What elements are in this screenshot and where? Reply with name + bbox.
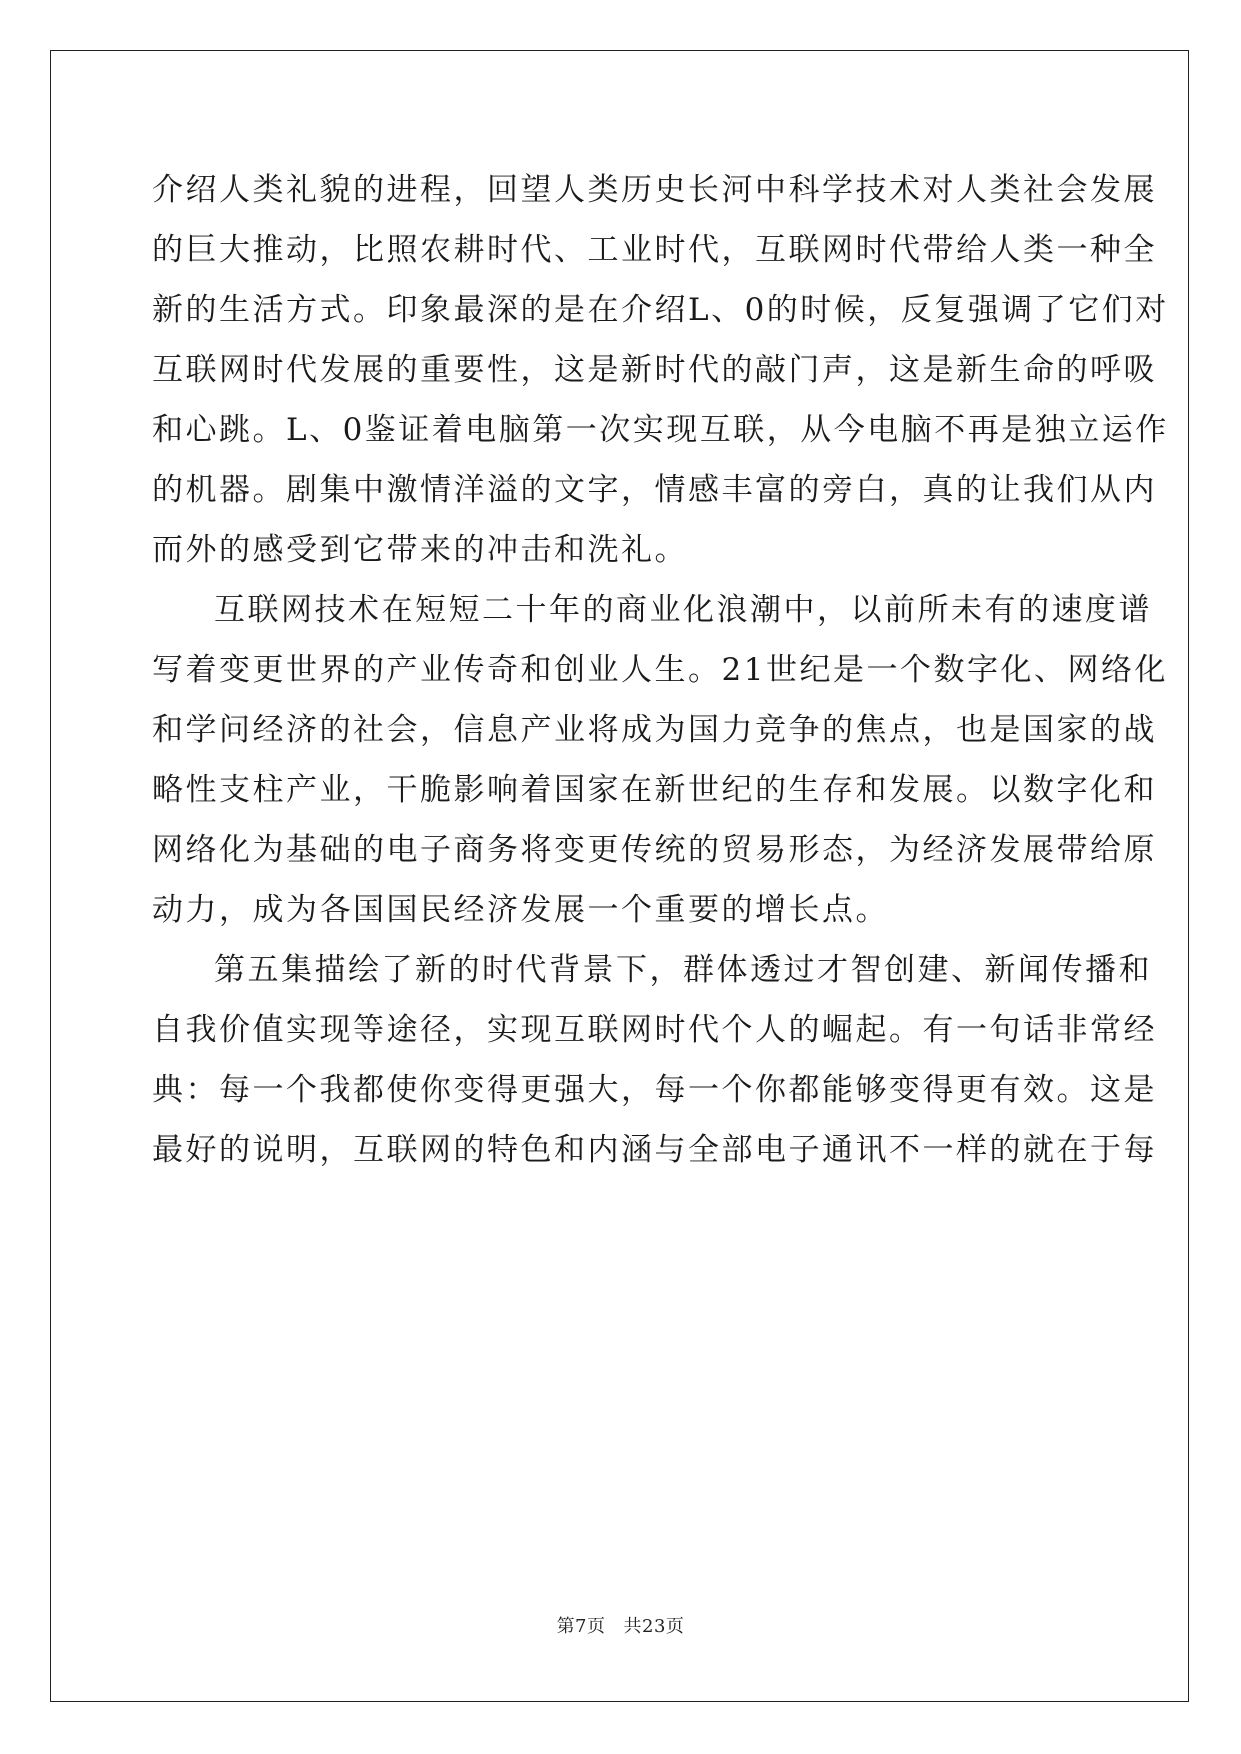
paragraph: [152, 160, 1169, 580]
text-line: 自我价值实现等途径，实现互联网时代个人的崛起。有一句话非常经: [152, 1012, 1157, 1048]
text-line: 网络化为基础的电子商务将变更传统的贸易形态，为经济发展带给原: [152, 832, 1157, 868]
text-line: 的巨大推动，比照农耕时代、工业时代，互联网时代带给人类一种全: [152, 232, 1157, 268]
text-line: 和学问经济的社会，信息产业将成为国力竞争的焦点，也是国家的战: [152, 712, 1157, 748]
text-line: 互联网时代发展的重要性，这是新时代的敲门声，这是新生命的呼吸: [152, 352, 1157, 388]
text-line: 互联网技术在短短二十年的商业化浪潮中，以前所未有的速度谱: [214, 592, 1152, 628]
text-line: 介绍人类礼貌的进程，回望人类历史长河中科学技术对人类社会发展: [152, 172, 1157, 208]
page-number: 第7页: [556, 1616, 606, 1637]
text-line: 而外的感受到它带来的冲击和洗礼。: [152, 532, 688, 568]
page-total: 共23页: [623, 1616, 685, 1637]
text-line: 的机器。剧集中激情洋溢的文字，情感丰富的旁白，真的让我们从内: [152, 472, 1157, 508]
page-footer: [0, 1612, 1241, 1638]
text-line: 写着变更世界的产业传奇和创业人生。21世纪是一个数字化、网络化: [152, 652, 1168, 688]
document-body: [152, 160, 1169, 1180]
text-line: 典：每一个我都使你变得更强大，每一个你都能够变得更有效。这是: [152, 1072, 1157, 1108]
text-line: 动力，成为各国国民经济发展一个重要的增长点。: [152, 892, 889, 928]
paragraph: [152, 580, 1168, 940]
text-line: 最好的说明，互联网的特色和内涵与全部电子通讯不一样的就在于每: [152, 1132, 1157, 1168]
text-line: 和心跳。L、0鉴证着电脑第一次实现互联，从今电脑不再是独立运作: [152, 412, 1169, 448]
text-line: 略性支柱产业，干脆影响着国家在新世纪的生存和发展。以数字化和: [152, 772, 1157, 808]
text-line: 新的生活方式。印象最深的是在介绍L、0的时候，反复强调了它们对: [152, 292, 1169, 328]
paragraph: [152, 940, 1157, 1180]
text-line: 第五集描绘了新的时代背景下，群体透过才智创建、新闻传播和: [214, 952, 1152, 988]
